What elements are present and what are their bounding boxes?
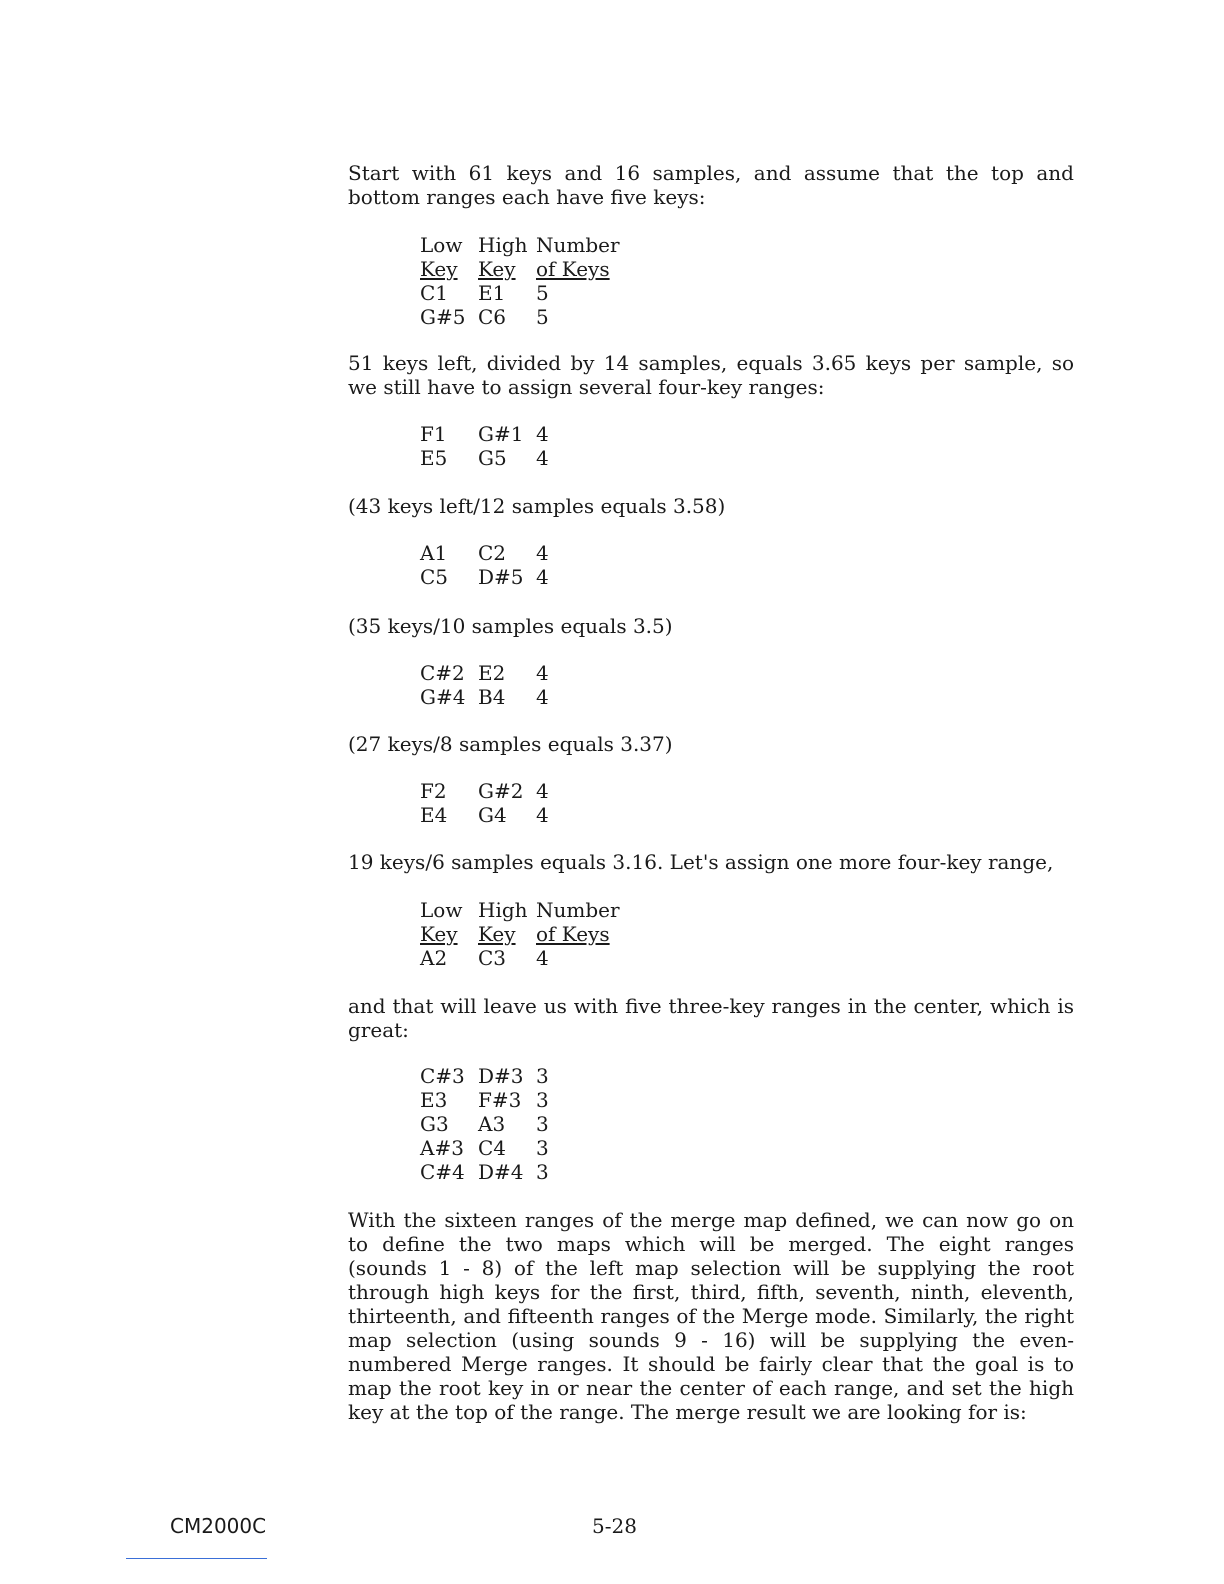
low-key: G#5	[420, 305, 466, 329]
table-row	[420, 1160, 636, 1184]
key-count: 4	[536, 661, 549, 685]
header-high: High	[478, 898, 528, 922]
low-key: E4	[420, 803, 448, 827]
high-key: G5	[478, 446, 507, 470]
range-table-4	[420, 661, 636, 709]
range-table-3	[420, 541, 636, 589]
low-key: A#3	[420, 1136, 464, 1160]
table-row	[420, 1112, 636, 1136]
high-key: G4	[478, 803, 507, 827]
low-key: G#4	[420, 685, 466, 709]
table-row	[420, 305, 636, 329]
table-row	[420, 446, 636, 470]
key-count: 4	[536, 565, 549, 589]
key-count: 4	[536, 541, 549, 565]
table-row	[420, 1064, 636, 1088]
paragraph-three-key-ranges: and that will leave us with five three-key ranges in the center, which is great:	[348, 994, 1074, 1042]
key-count: 3	[536, 1112, 549, 1136]
header-key-high: Key	[478, 922, 516, 946]
table-row	[420, 803, 636, 827]
table-header-row	[420, 257, 636, 281]
header-of-keys: of Keys	[536, 257, 610, 281]
high-key: C2	[478, 541, 507, 565]
header-low: Low	[420, 898, 463, 922]
header-key-high: Key	[478, 257, 516, 281]
high-key: A3	[478, 1112, 506, 1136]
paragraph-19-keys: 19 keys/6 samples equals 3.16. Let's assign one more four-key range,	[348, 850, 1054, 874]
table-row	[420, 779, 636, 803]
high-key: C3	[478, 946, 507, 970]
table-row	[420, 946, 636, 970]
low-key: F1	[420, 422, 447, 446]
paragraph-merge-map: With the sixteen ranges of the merge map defined, we can now go on to define the two maps which will be merged. The eight ranges (sounds 1 - 8) of the left map selection will be supplying the root through high keys for the first, third, fifth, seventh, ninth, eleventh, thirteenth, and fifteenth ranges of the Merge mode. Similarly, the right map selection (using sounds 9 - 16) will be supplying the even-numbered Merge ranges. It should be fairly clear that the goal is to map the root key in or near the center of each range, and set the high key at the top of the range. The merge result we are looking for is:	[348, 1208, 1074, 1424]
low-key: E3	[420, 1088, 448, 1112]
footer-rule	[126, 1558, 267, 1559]
table-row	[420, 422, 636, 446]
table-header-row	[420, 233, 636, 257]
high-key: C4	[478, 1136, 507, 1160]
high-key: B4	[478, 685, 506, 709]
low-key: C#2	[420, 661, 465, 685]
table-row	[420, 685, 636, 709]
header-of-keys: of Keys	[536, 922, 610, 946]
high-key: G#1	[478, 422, 524, 446]
footer-page-number: 5-28	[592, 1514, 637, 1538]
table-row	[420, 661, 636, 685]
key-count: 3	[536, 1064, 549, 1088]
key-count: 4	[536, 803, 549, 827]
key-count: 4	[536, 779, 549, 803]
key-count: 3	[536, 1136, 549, 1160]
header-number: Number	[536, 233, 620, 257]
key-count: 3	[536, 1088, 549, 1112]
low-key: C#4	[420, 1160, 465, 1184]
table-header-row	[420, 922, 636, 946]
header-key-low: Key	[420, 257, 458, 281]
high-key: E1	[478, 281, 506, 305]
low-key: F2	[420, 779, 447, 803]
header-high: High	[478, 233, 528, 257]
header-low: Low	[420, 233, 463, 257]
low-key: G3	[420, 1112, 449, 1136]
range-table-7	[420, 1064, 636, 1184]
key-count: 4	[536, 422, 549, 446]
high-key: D#4	[478, 1160, 524, 1184]
key-count: 4	[536, 685, 549, 709]
header-number: Number	[536, 898, 620, 922]
paragraph-43-keys: (43 keys left/12 samples equals 3.58)	[348, 494, 726, 518]
range-table-5	[420, 779, 636, 827]
footer-doc-id: CM2000C	[170, 1514, 267, 1538]
table-header-row	[420, 898, 636, 922]
table-row	[420, 1088, 636, 1112]
range-table-6	[420, 898, 636, 970]
key-count: 3	[536, 1160, 549, 1184]
low-key: E5	[420, 446, 448, 470]
range-table-2	[420, 422, 636, 470]
key-count: 4	[536, 446, 549, 470]
high-key: E2	[478, 661, 506, 685]
high-key: D#3	[478, 1064, 524, 1088]
table-row	[420, 1136, 636, 1160]
low-key: C#3	[420, 1064, 465, 1088]
paragraph-intro: Start with 61 keys and 16 samples, and assume that the top and bottom ranges each have five keys:	[348, 161, 1074, 209]
low-key: A2	[420, 946, 448, 970]
high-key: D#5	[478, 565, 524, 589]
range-table-1	[420, 233, 636, 329]
table-row	[420, 565, 636, 589]
header-key-low: Key	[420, 922, 458, 946]
high-key: C6	[478, 305, 507, 329]
table-row	[420, 541, 636, 565]
table-row	[420, 281, 636, 305]
paragraph-35-keys: (35 keys/10 samples equals 3.5)	[348, 614, 673, 638]
key-count: 5	[536, 281, 549, 305]
key-count: 5	[536, 305, 549, 329]
high-key: G#2	[478, 779, 524, 803]
low-key: A1	[420, 541, 448, 565]
paragraph-27-keys: (27 keys/8 samples equals 3.37)	[348, 732, 673, 756]
high-key: F#3	[478, 1088, 522, 1112]
low-key: C1	[420, 281, 449, 305]
paragraph-keys-left: 51 keys left, divided by 14 samples, equals 3.65 keys per sample, so we still have to assign several four-key ranges:	[348, 351, 1074, 399]
low-key: C5	[420, 565, 449, 589]
key-count: 4	[536, 946, 549, 970]
